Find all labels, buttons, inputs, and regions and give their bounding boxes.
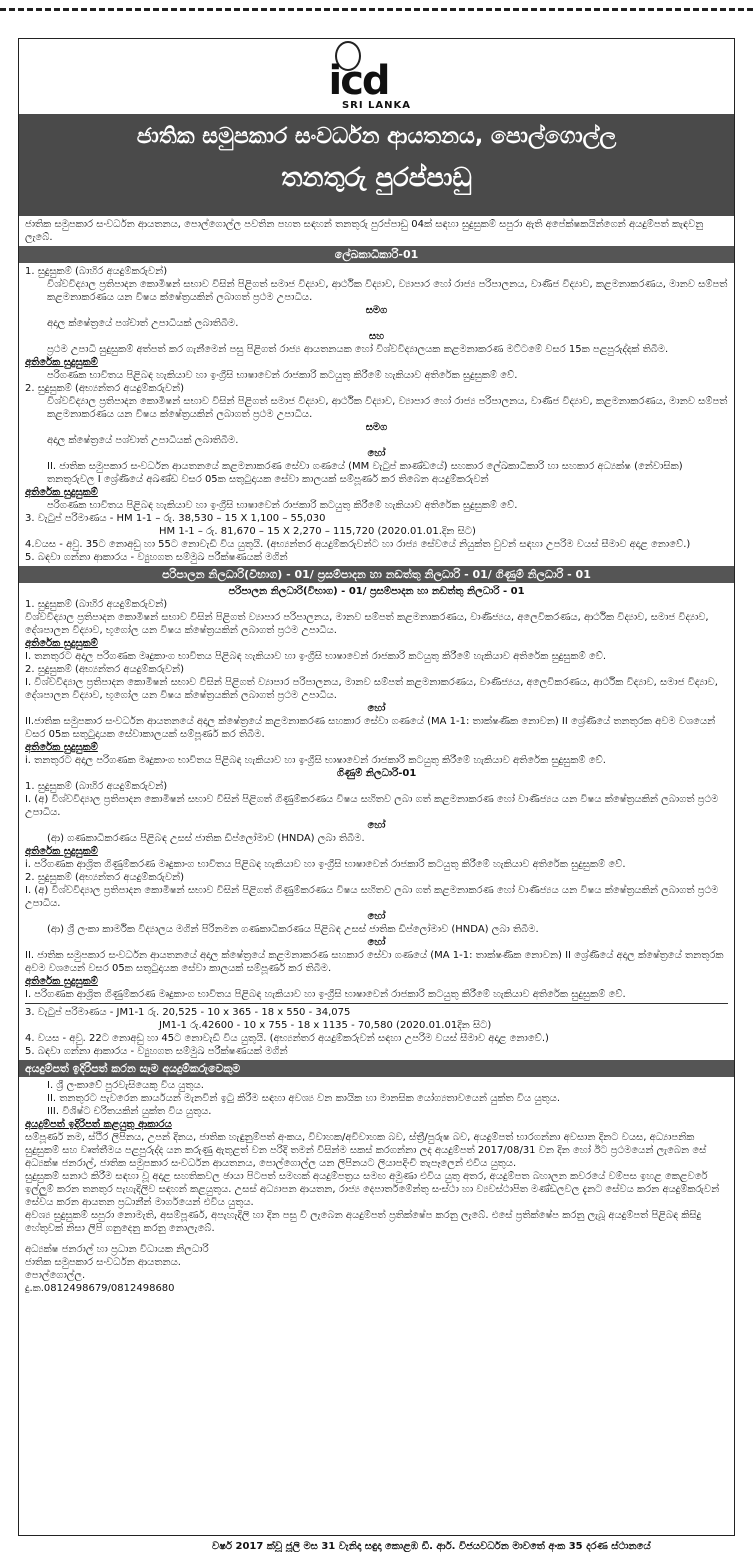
extra-qual-text: I. පරිගණක ආශ්‍රිත ගිණුම්කරණ මෘදුකාංග භාවිතය පිළිබඳ හැකියාව හා ඉංග්‍රීසි භාෂාවෙන් රාජකාරි කටයුතු කිරීමේ හැකියාව අතිරේක සුදුසුකම් වේ. [25, 989, 626, 1000]
divider [25, 1003, 728, 1004]
requirement-citizen: I. ශ්‍රී ලංකාවේ පුරවැසියෙකු විය යුතුය. [47, 1080, 204, 1091]
qual-degree: I. විශ්වවිද්‍යාල ප්‍රතිපාදන කොමිෂන් සභාව විසින් පිළිගත් ව්‍යාපාර පරිපාලනය, මානව සම්පත් කළමනාකරණය, වාණිජ්‍යය, අලෙවිකරණය, ආර්ථික විද්‍යාව, සමාජ විද්‍යාව, දේශපාලන විද්‍යාව, භූගෝල යන විෂය ක්ෂේත්‍රයකින් ලබාගත් ප්‍රථම උපාධිය. [25, 677, 718, 701]
qual-internal-label: 2. සුදුසුකම් (අභ්‍යන්තර අයදුම්කරුවන්) [25, 383, 185, 394]
apply-instructions: සම්පූර්ණ නම, ස්ථිර ලිපිනය, උපන් දිනය, ජාතික හැඳුනුම්පත් අංකය, විවාහක/අවිවාහක බව, ස්ත්‍රී/පුරුෂ බව, අයදුම්පත් භාරගන්නා අවසාන දිනට වයස, අධ්‍යාපනික සුදුසුකම් සහ වෘත්තීමය පළපුරුද්ද යන කරුණු ඇතුළත් වන පරිදි තමන් විසින්ම සකස් කරගන්නා ලද අයදුම්පත් 2017/08/31 වන දින හෝ ඊට ප්‍රථමයෙන් ලැබෙන සේ අධ්‍යක්ෂ ජනරාල්, ජාතික සමුපකාර සංවර්ධන ආයතනය, පොල්ගොල්ල යන ලිපිනයට ලියාපදිංචි තැපෑලෙන් එවිය යුතුය. [25, 1132, 707, 1169]
signatory-institute: ජාතික සමුපකාර සංවර්ධන ආයතනය. [25, 1257, 181, 1268]
vacancies-title: තනතුරු පුරප්පාඩු [281, 163, 472, 193]
qual-degree: I. (අ) විශ්වවිද්‍යාල ප්‍රතිපාදන කොමිෂන් සභාව විසින් පිළිගත් ගිණුම්කරණය විෂය සහිතව ලබා ගත් කළමනාකරණ හෝ වාණිජ්‍යය යන විෂය ක්ෂේත්‍රයකින් ලබාගත් ප්‍රථම උපාධිය. [25, 885, 719, 909]
advertisement-frame [18, 38, 735, 1536]
title-banner [19, 114, 734, 216]
intro-text: ජාතික සමුපකාර සංවර්ධන ආයතනය, පොල්ගොල්ල පවතින පහත සඳහන් තනතුරු පුරප්පාඩු 04ක් සඳහා සුදුසුකම් සපුරා ඇති අපේක්ෂකයින්ගෙන් අයදුම්පත් කැඳවනු ලැබේ. [25, 219, 704, 243]
qual-postgrad: අදාල ක්ෂේත්‍රයේ පශ්චාත් උපාධියක් ලබාතිබීම. [47, 318, 239, 329]
conjunction: සහ [368, 331, 385, 342]
extra-qual-label: අතිරේක සුදුසුකම් [25, 846, 98, 857]
salary-scale-2020: HM 1-1 – රු. 81,670 – 15 X 2,270 – 115,720 (2020.01.01.දින සිට) [159, 526, 476, 537]
footer-imprint: වර්ෂ 2017 ක්වූ ජූලි මස 31 වැනිදා සඳුදා කොළඹ ඩී. ආර්. විජයවර්ධන මාවතේ අංක 35 දරණ ස්ථානයේ [212, 1541, 651, 1552]
recruitment-method: 5. බඳවා ගන්නා ආකාරය - ව්‍යුහගත සම්මුඛ පරීක්ෂණයක් මගින් [25, 1046, 288, 1057]
extra-qual-text: පරිගණක භාවිතය පිළිබඳ හැකියාව හා ඉංග්‍රීසි භාෂාවෙන් රාජකාරි කටයුතු කිරීමේ හැකියාව අතිරේක සුදුසුකම් වේ. [47, 500, 518, 511]
salary-scale: 3. වැටුප් පරිමාණය - HM 1-1 – රු. 38,530 – 15 X 1,100 – 55,030 [25, 513, 326, 524]
age-limit: 4. වයස - අවු. 22ට නොඅඩු හා 45ට නොවැඩි විය යුතුයි. (අභ්‍යන්තර අයදුම්කරුවන් සඳහා උපරිම වයස් සීමාව අදාළ නොවේ.) [25, 1033, 549, 1044]
extra-qual-label: අතිරේක සුදුසුකම් [25, 357, 98, 368]
apply-rejection: අවශ්‍ය සුදුසුකම් සපුරා නොමැති, අසම්පූර්ණ, අපැහැදිලි හා දින පසු වී ලැබෙන අයදුම්පත් ප්‍රතික්ෂේප කරනු ලැබේ. එසේ ප්‍රතික්ෂේප කරනු ලැබූ අයදුම්පත් පිළිබඳ කිසිදු හේතුවක් නිසා ලිපි ගනුදෙනු කරනු නොලැබේ. [25, 1210, 702, 1234]
conjunction: හෝ [367, 820, 386, 831]
qual-service: II. ජාතික සමුපකාර සංවර්ධන ආයතනයේ අදාල ක්ෂේත්‍රයේ කළමනාකරණ සහකාර සේවා ගණයේ (MA 1-1: තාක්ෂණික නොවන) II ශ්‍රේණියේ අදාල ක්ෂේත්‍රයේ තනතුරක අවම වශයෙන් වසර 05ක සතුටුදායක සේවා කාලයක් සම්පූර්ණ කර තිබීම. [25, 950, 724, 974]
qual-external-label: 1. සුදුසුකම් (බාහිර අයදුම්කරුවන්) [25, 599, 168, 610]
extra-qual-label: අතිරේක සුදුසුකම් [25, 742, 98, 753]
extra-qual-label: අතිරේක සුදුසුකම් [25, 487, 98, 498]
signatory-phone: දු.ක.0812498679/0812498680 [25, 1283, 175, 1294]
salary-scale-2020: JM1-1 රු.42600 - 10 x 755 - 18 x 1135 - 70,580 (2020.01.01දින සිට) [159, 1020, 492, 1031]
section-applicants-heading: අයදුම්පත් ඉදිරිපත් කරන සෑම අයදුම්කරුවෙකුම [19, 1060, 734, 1077]
apply-documents: සුදුසුකම් සනාථ කිරීම සඳහා වූ අදාළ සහතිකවල ඡායා පිටපත් සමඟක් අයදුම්පත්‍රය සමඟ අමුණා එවිය යුතු අතර, අයදුම්පත බහාලන කවරයේ වම්පස ඉහළ කෙළවරේ ඉල්ලුම් කරන තනතුර පැහැදිලිව සඳහන් කළයුතුය. උසස් අධ්‍යාපන ආයතන, රාජ්‍ය දෙපාර්තමේන්තු සංස්ථා හා ව්‍යවස්ථාපිත මණ්ඩලවල දැනට සේවය කරන අයදුම්කරුවන් සේවය කරන ආයතන ප්‍රධානීන් මාර්ගයෙන් එවිය යුතුය. [25, 1171, 720, 1208]
qual-degree: විශ්වවිද්‍යාල ප්‍රතිපාදන කොමිෂන් සභාව විසින් පිළිගත් සමාජ විද්‍යාව, ආර්ථික විද්‍යාව, ව්‍යාපාර හෝ රාජ්‍ය පරිපාලනය, වාණිජ විද්‍යාව, කළමනාකරණය, මානව සම්පත් කළමනාකරණය යන විෂය ක්ෂේත්‍රයකින් ලබාගත් ප්‍රථම උපාධිය. [47, 279, 728, 303]
conjunction: හෝ [367, 703, 386, 714]
qual-internal-label: 2. සුදුසුකම් (අභ්‍යන්තර අයදුම්කරුවන්) [25, 872, 185, 883]
salary-scale: 3. වැටුප් පරිමාණය - JM1-1 රු. 20,525 - 10 x 365 - 18 x 550 - 34,075 [25, 1007, 351, 1018]
logo-subtitle: SRI LANKA [341, 100, 412, 111]
accounts-subheading: ගිණුම් නිලධාරි-01 [336, 768, 417, 779]
content [19, 218, 734, 1295]
requirement-fitness: II. තනතුරට පැවරෙන කාර්යයන් මැනවින් ඉටු කිරීම සඳහා අවශ්‍ය වන කායික හා මානසික යෝග්‍යතාවයෙන් යුක්ත විය යුතුය. [47, 1093, 561, 1104]
qual-service: II. ජාතික සමුපකාර සංවර්ධන ආයතනයේ කළමනාකරණ සේවා ගණයේ (MM වැටුප් කාණ්ඩයේ) සහකාර ලේඛකාධිකාරි හා සහකාර අධ්‍යක්ෂ (නේවාසික) තනතුරුවල I ශ්‍රේණියේ අඛණ්ඩ වසර 05ක සතුටුදායක සේවා කාලයක් සම්පූර්ණ කර තිබෙන අයදුම්කරුවන් [47, 461, 683, 485]
qual-service: II.ජාතික සමුපකාර සංවර්ධන ආයතනයේ අදාල ක්ෂේත්‍රයේ කළමනාකරණ සහකාර සේවා ගණයේ (MA 1-1: තාක්ෂණික නොවන) II ශ්‍රේණියේ තනතුරක අවම වශයෙන් වසර 05ක සතුටුදායක සේවාකාලයක් සම්පූර්ණ කර තිබීම. [25, 716, 716, 740]
requirement-character: III. විශිෂ්ට චරිතයකින් යුක්ත විය යුතුය. [47, 1106, 212, 1117]
recruitment-method: 5. බඳවා ගන්නා ආකාරය - ව්‍යුහගත සම්මුඛ පරීක්ෂණයක් මගින් [25, 552, 288, 563]
signatory-title: අධ්‍යක්ෂ ජනරාල් හා ප්‍රධාන විධායක නිලධාරි [25, 1244, 209, 1255]
section-registrar-heading: ලේඛකාධිකාරි-01 [19, 246, 734, 263]
qual-hnda: (ආ) ගණකාධිකරණය පිළිබඳ උසස් ජාතික ඩිප්ලෝමාව (HNDA) ලබා තිබීම. [47, 833, 365, 844]
logo [19, 41, 734, 111]
qual-degree: විශ්වවිද්‍යාල ප්‍රතිපාදන කොමිෂන් සභාව විසින් පිළිගත් ව්‍යාපාර පරිපාලනය, මානව සම්පත් කළමනාකරණය, වාණිජ්‍යය, අලෙවිකරණය, ආර්ථික විද්‍යාව, සමාජ විද්‍යාව, දේශපාලන විද්‍යාව, භූගෝල යන විෂය ක්ෂේත්‍රයකින් ලබාගත් ප්‍රථම උපාධිය. [25, 612, 709, 636]
qual-postgrad: අදාල ක්ෂේත්‍රයේ පශ්චාත් උපාධියක් ලබාතිබීම. [47, 435, 239, 446]
icd-logo [325, 41, 429, 111]
section-officers [19, 585, 734, 1058]
section-officers-heading: පරිපාලන නිලධාරි(විභාග) - 01/ ප්‍රසම්පාදන හා නඩත්තු නිලධාරි - 01/ ගිණුම් නිලධාරි - 01 [19, 566, 734, 583]
conjunction: හෝ [367, 448, 386, 459]
logo-mark: icd [328, 58, 389, 104]
section-registrar [19, 265, 734, 564]
conjunction: හෝ [367, 937, 386, 948]
qual-external-label: 1. සුදුසුකම් (බාහිර අයදුම්කරුවන්) [25, 266, 168, 277]
qual-degree: විශ්වවිද්‍යාල ප්‍රතිපාදන කොමිෂන් සභාව විසින් පිළිගත් සමාජ විද්‍යාව, ආර්ථික විද්‍යාව, ව්‍යාපාර හෝ රාජ්‍ය පරිපාලනය, වාණිජ විද්‍යාව, කළමනාකරණය, මානව සම්පත් කළමනාකරණය යන විෂය ක්ෂේත්‍රයකින් ලබාගත් ප්‍රථම උපාධිය. [47, 396, 728, 420]
officers-subheading: පරිපාලන නිලධාරි(විභාග) - 01/ ප්‍රසම්පාදන හා නඩත්තු නිලධාරි - 01 [228, 586, 525, 597]
conjunction: හෝ [367, 911, 386, 922]
extra-qual-text: i. පරිගණක ආශ්‍රිත ගිණුම්කරණ මෘදුකාංග භාවිතය පිළිබඳ හැකියාව හා ඉංග්‍රීසි භාෂාවෙන් රාජකාරි කටයුතු කිරීමේ හැකියාව අතිරේක සුදුසුකම් වේ. [25, 859, 626, 870]
apply-method-heading: අයදුම්පත් ඉදිරිපත් කළයුතු ආකාරය [25, 1119, 172, 1130]
signatory-location: පොල්ගොල්ල. [25, 1270, 86, 1281]
qual-degree: I. (අ) විශ්වවිද්‍යාල ප්‍රතිපාදන කොමිෂන් සභාව විසින් පිළිගත් ගිණුම්කරණය විෂය සහිතව ලබා ගත් කළමනාකරණ හෝ වාණිජ්‍යය යන විෂය ක්ෂේත්‍රයකින් ලබාගත් ප්‍රථම උපාධිය. [25, 794, 719, 818]
section-applicants [19, 1079, 734, 1295]
qual-hnda: (ආ) ශ්‍රී ලංකා කාර්මික විද්‍යාලය මගින් පිරිනමන ගණකාධිකරණය පිළිබඳ උසස් ජාතික ඩිප්ලෝමාව (HNDA) ලබා තිබීම. [47, 924, 539, 935]
extra-qual-text: I. තනතුරට අදාල පරිගණක මෘදුකාංග භාවිතය පිළිබඳ හැකියාව හා ඉංග්‍රීසි භාෂාවෙන් රාජකාරි කටයුතු කිරීමේ හැකියාව අතිරේක සුදුසුකම් වේ. [25, 651, 607, 662]
qual-external-label: 1. සුදුසුකම් (බාහිර අයදුම්කරුවන්) [25, 781, 168, 792]
qual-experience: ප්‍රථම උපාධි සුදුසුකම් අත්පත් කර ගැනීමෙන් පසු පිළිගත් රාජ්‍ය ආයතනයක හෝ විශ්වවිද්‍යාලයක කළමනාකරණ මට්ටමේ වසර 15ක පළපුරුද්දක් තිබීම. [47, 344, 669, 355]
extra-qual-text: පරිගණක භාවිතය පිළිබඳ හැකියාව හා ඉංග්‍රීසි භාෂාවෙන් රාජකාරි කටයුතු කිරීමේ හැකියාව අතිරේක සුදුසුකම් වේ. [47, 370, 518, 381]
conjunction: සමග [365, 422, 388, 433]
qual-internal-label: 2. සුදුසුකම් (අභ්‍යන්තර අයදුම්කරුවන්) [25, 664, 185, 675]
extra-qual-text: i. තනතුරට අදාල පරිගණක මෘදුකාංග භාවිතය පිළිබඳ හැකියාව හා ඉංග්‍රීසි භාෂාවෙන් රාජකාරි කටයුතු කිරීමේ හැකියාව අතිරේක සුදුසුකම් වේ. [25, 755, 606, 766]
institute-title: ජාතික සමුපකාර සංවර්ධන ආයතනය, පොල්ගොල්ල [136, 124, 617, 149]
extra-qual-label: අතිරේක සුදුසුකම් [25, 638, 98, 649]
age-limit: 4.වයස - අවු. 35ට නොඅඩු හා 55ට නොවැඩි විය යුතුයි. (අභ්‍යන්තර අයදුම්කරුවන්ට හා රාජ්‍ය සේවයේ නියුක්ත වුවන් සඳහා උපරිම වයස් සීමාව අදාළ නොවේ.) [25, 539, 691, 550]
cut-line [0, 8, 753, 11]
conjunction: සමග [365, 305, 388, 316]
extra-qual-label: අතිරේක සුදුසුකම් [25, 976, 98, 987]
